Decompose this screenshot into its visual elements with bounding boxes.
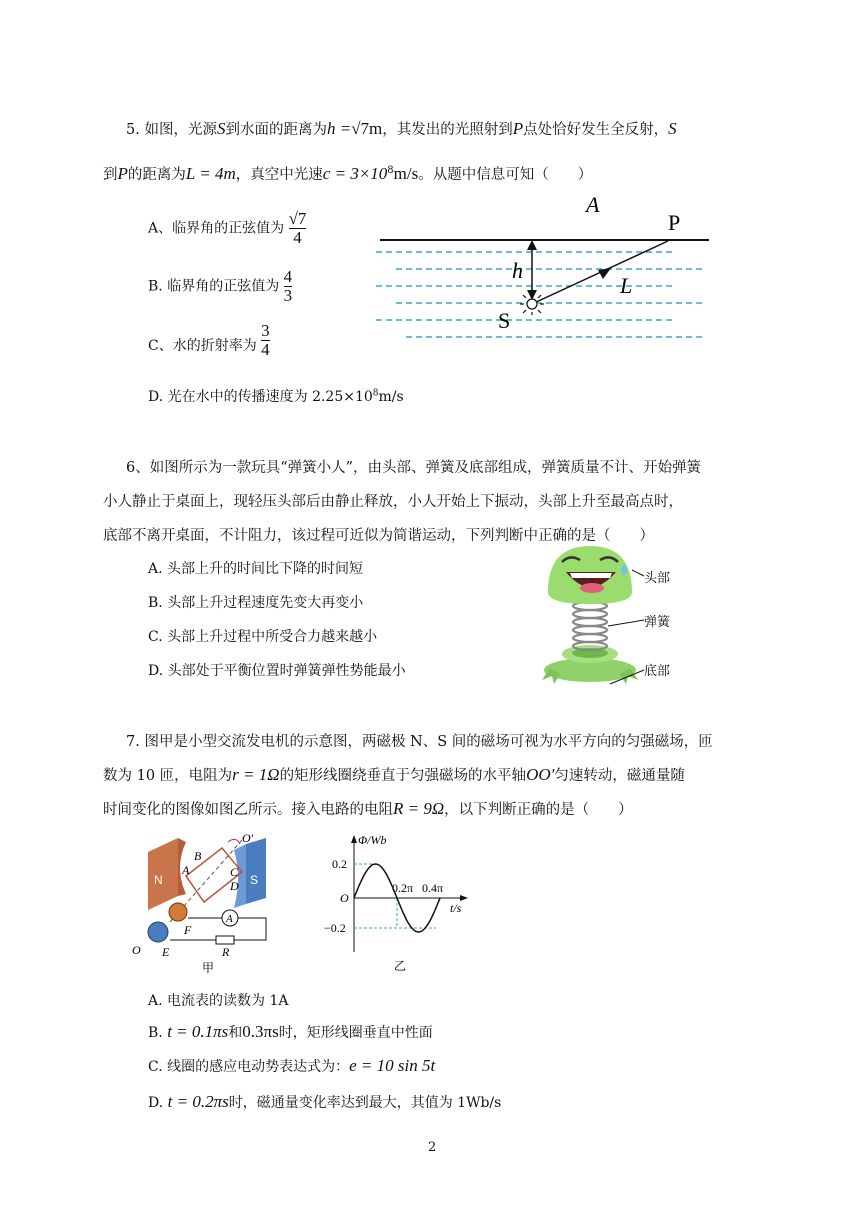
label-a: A <box>586 192 600 217</box>
label-head: 头部 <box>644 571 671 586</box>
svg-text:t/s: t/s <box>450 901 462 915</box>
svg-text:B: B <box>194 849 202 863</box>
q7-line3: 时间变化的图像如图乙所示。接入电路的电阻R = 9Ω，以下判断正确的是（ ） <box>103 799 633 818</box>
svg-text:N: N <box>154 873 163 887</box>
page-number: 2 <box>428 1140 437 1155</box>
svg-text:D: D <box>230 879 239 893</box>
svg-text:甲: 甲 <box>202 961 215 975</box>
generator-figure <box>130 832 290 977</box>
q5-option-b[interactable]: B. 临界角的正弦值为 $\frac{4}{3}$ <box>148 267 293 305</box>
svg-text:0.2π: 0.2π <box>392 881 414 895</box>
q7-option-c[interactable]: C. 线圈的感应电动势表达式为：e = 10 sin 5t <box>148 1056 436 1075</box>
q6-option-a[interactable]: A. 头部上升的时间比下降的时间短 <box>148 561 364 577</box>
q6-option-c[interactable]: C. 头部上升过程中所受合力越来越小 <box>148 629 378 645</box>
svg-text:R: R <box>222 945 230 959</box>
svg-text:O: O <box>340 891 349 905</box>
label-h: h <box>512 258 523 283</box>
q7-option-b[interactable]: B. t = 0.1πs和0.3πs时，矩形线圈垂直中性面 <box>148 1022 433 1041</box>
label-base: 底部 <box>644 664 671 679</box>
q7-option-d[interactable]: D. t = 0.2πs时，磁通量变化率达到最大，其值为 1Wb/s <box>148 1092 502 1111</box>
q5-option-a[interactable]: A、临界角的正弦值为 $\frac{√7}{4}$ <box>148 209 307 247</box>
q7-line2: 数为 10 匝，电阻为r = 1Ω的矩形线圈绕垂直于匀强磁场的水平轴OO′匀速转动，磁通量随 <box>103 765 685 784</box>
svg-text:C: C <box>230 865 239 879</box>
svg-text:−0.2: −0.2 <box>324 921 346 935</box>
svg-text:O′: O′ <box>242 832 254 845</box>
q5-line2: 到P的距离为L = 4m，真空中光速$c = 3\times 10^8m/s$。从题中信息可知（ ） <box>103 164 593 183</box>
q6-option-b[interactable]: B. 头部上升过程速度先变大再变小 <box>148 595 364 611</box>
q5-option-d[interactable]: D. 光在水中的传播速度为 $2.25\times 10^8m/s$ <box>148 388 404 405</box>
svg-text:O: O <box>132 943 141 957</box>
fraction: $\frac{√7}{4}$ <box>288 209 307 247</box>
q7-option-a[interactable]: A. 电流表的读数为 1A <box>148 993 289 1009</box>
label-l: L <box>620 273 633 298</box>
water-lines <box>376 252 706 337</box>
q6-line2: 小人静止于桌面上，现轻压头部后由静止释放，小人开始上下振动，头部上升至最高点时， <box>103 494 683 510</box>
label-s: S <box>498 308 511 333</box>
svg-text:F: F <box>184 923 192 937</box>
q5-line1: 5. 如图，光源S到水面的距离为h =√7m，其发出的光照射到P点处恰好发生全反射，S <box>126 119 677 138</box>
svg-text:S: S <box>250 873 259 887</box>
q6-option-d[interactable]: D. 头部处于平衡位置时弹簧弹性势能最小 <box>148 663 406 679</box>
label-spring: 弹簧 <box>644 615 671 630</box>
svg-text:乙: 乙 <box>394 959 407 973</box>
svg-text:0.4π: 0.4π <box>422 881 444 895</box>
fraction: $\frac{3}{4}$ <box>261 321 270 359</box>
toy-spring <box>573 602 607 650</box>
h-arrow-top <box>527 240 537 250</box>
flux-graph <box>318 830 478 978</box>
fraction: $\frac{4}{3}$ <box>283 267 293 305</box>
q5-water-figure <box>376 190 716 340</box>
svg-text:A: A <box>182 863 190 877</box>
q7-line1: 7. 图甲是小型交流发电机的示意图，两磁极 N、S 间的磁场可视为水平方向的匀强磁场，匝 <box>126 734 713 750</box>
svg-text:A: A <box>226 913 233 925</box>
svg-text:0.2: 0.2 <box>332 857 347 871</box>
spring-toy-figure <box>540 540 700 692</box>
q6-line1: 6、如图所示为一款玩具“弹簧小人”，由头部、弹簧及底部组成，弹簧质量不计、开始弹簧 <box>126 460 702 476</box>
q6-line3: 底部不离开桌面，不计阻力，该过程可近似为简谐运动，下列判断中正确的是（ ） <box>103 528 654 544</box>
toy-head <box>548 546 632 604</box>
label-p: P <box>668 210 681 235</box>
q5-option-c[interactable]: C、水的折射率为 $\frac{3}{4}$ <box>148 321 270 359</box>
svg-text:E: E <box>162 945 170 959</box>
svg-text:Φ/Wb: Φ/Wb <box>358 833 387 847</box>
